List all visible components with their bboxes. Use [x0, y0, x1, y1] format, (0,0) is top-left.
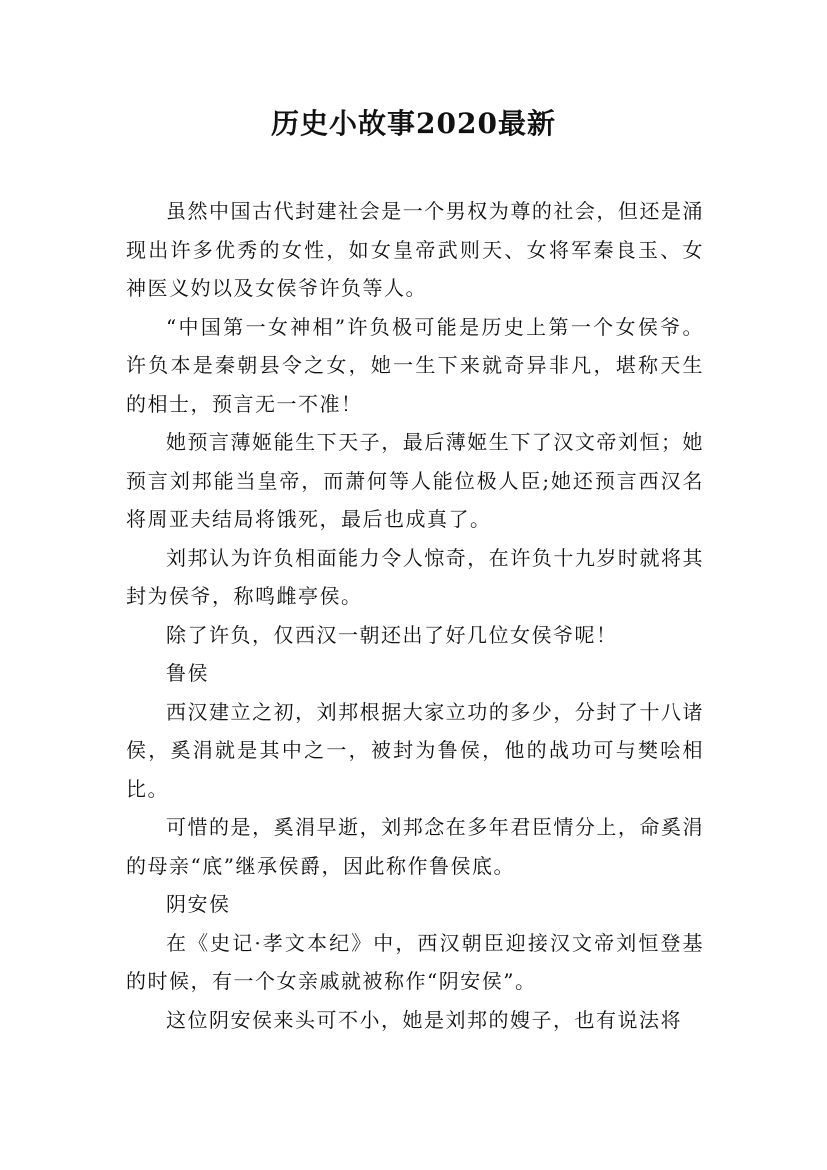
- paragraph: 虽然中国古代封建社会是一个男权为尊的社会，但还是涌现出许多优秀的女性，如女皇帝武则天、女将军秦良玉、女神医义妁以及女侯爷许负等人。: [126, 199, 704, 300]
- paragraph: 西汉建立之初，刘邦根据大家立功的多少，分封了十八诸侯，奚涓就是其中之一，被封为鲁侯，他的战功可与樊哙相比。: [126, 699, 704, 801]
- section-heading-yinan-hou: 阴安侯: [166, 892, 231, 916]
- paragraph: 可惜的是，奚涓早逝，刘邦念在多年君臣情分上，命奚涓的母亲“底”继承侯爵，因此称作鲁侯底。: [126, 815, 704, 878]
- paragraph: 刘邦认为许负相面能力令人惊奇，在许负十九岁时就将其封为侯爷，称鸣雌亭侯。: [126, 545, 704, 608]
- paragraph: 这位阴安侯来头可不小，她是刘邦的嫂子，也有说法将: [166, 1007, 682, 1032]
- paragraph: “中国第一女神相”许负极可能是历史上第一个女侯爷。许负本是秦朝县令之女，她一生下来就奇异非凡，堪称天生的相士，预言无一不准！: [126, 314, 704, 416]
- document-body: [126, 192, 704, 1039]
- paragraph: 她预言薄姬能生下天子，最后薄姬生下了汉文帝刘恒；她预言刘邦能当皇帝，而萧何等人能位极人臣;她还预言西汉名将周亚夫结局将饿死，最后也成真了。: [126, 430, 704, 531]
- document-title: 历史小故事2020最新: [271, 107, 556, 140]
- paragraph: 在《史记·孝文本纪》中，西汉朝臣迎接汉文帝刘恒登基的时候，有一个女亲戚就被称作“阴安侯”。: [126, 930, 704, 993]
- section-heading-lu-hou: 鲁侯: [166, 661, 209, 685]
- paragraph: 除了许负，仅西汉一朝还出了好几位女侯爷呢！: [166, 622, 618, 647]
